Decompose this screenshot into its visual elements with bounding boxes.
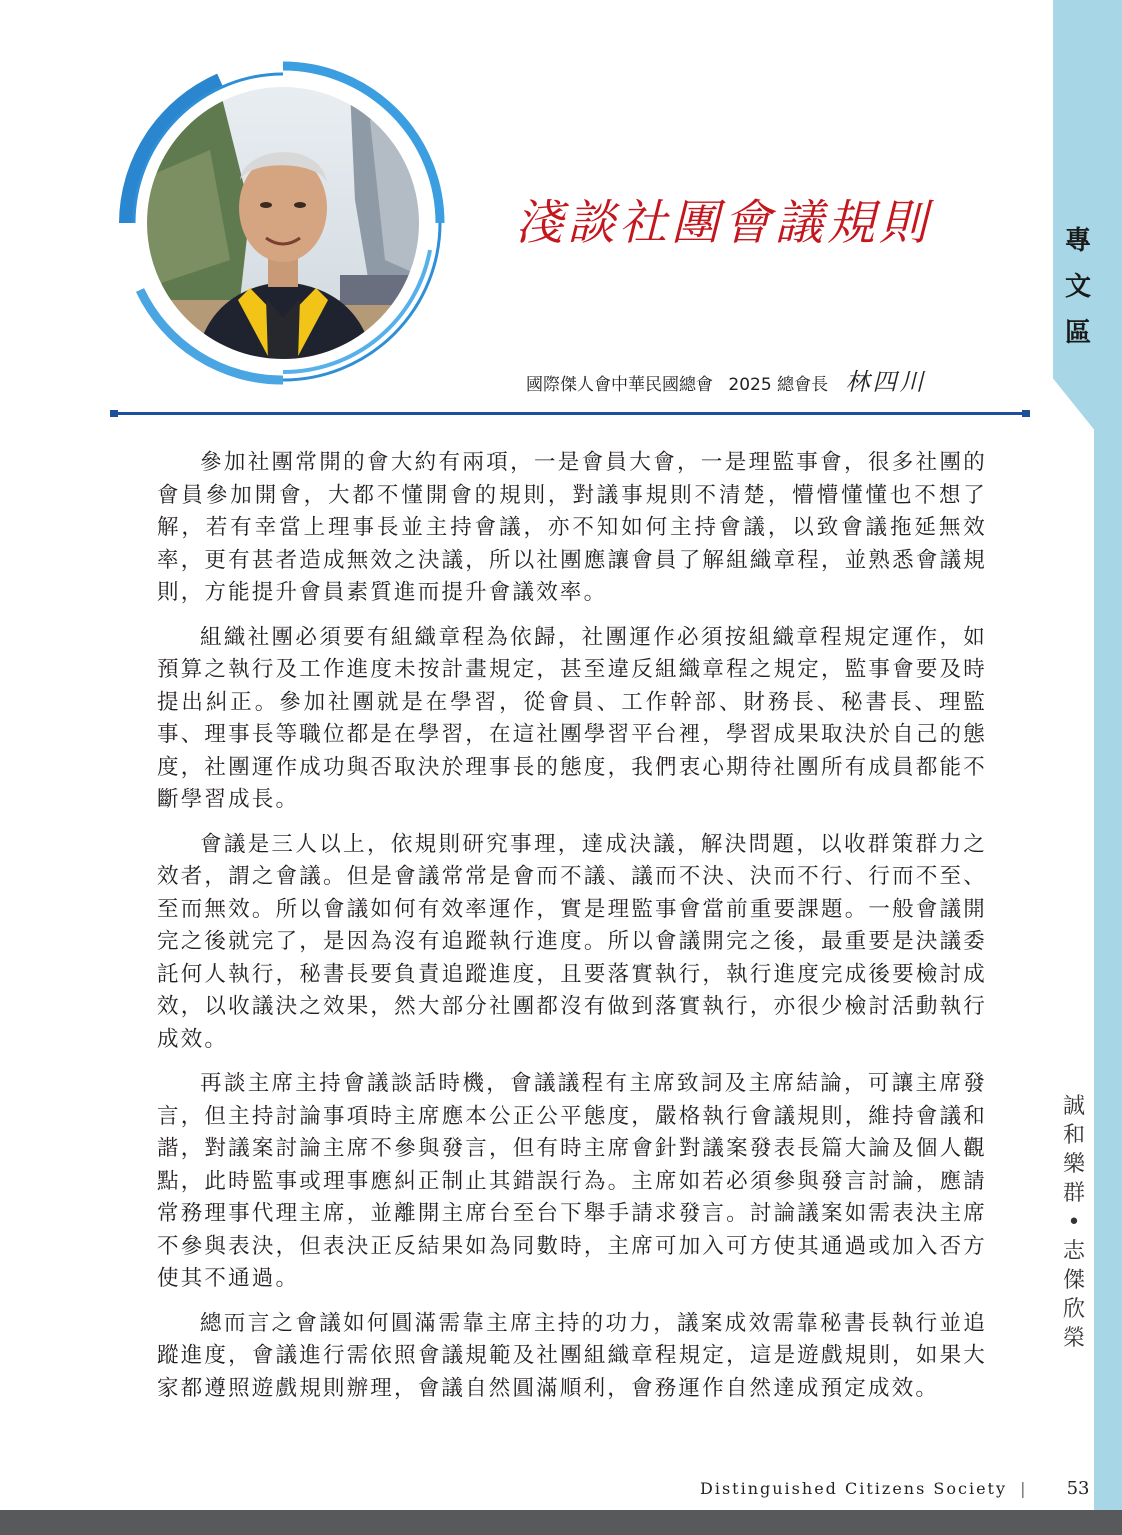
section-label-char: 專 — [1064, 226, 1091, 256]
motto-char: 志 — [1062, 1239, 1085, 1264]
motto-char: 誠 — [1062, 1094, 1085, 1119]
page-footer — [700, 1478, 1090, 1499]
article-body — [157, 447, 987, 1417]
section-label-char: 區 — [1064, 318, 1091, 348]
paragraph: 總而言之會議如何圓滿需靠主席主持的功力，議案成效需靠秘書長執行並追蹤進度，會議進行需依照會議規範及社團組織章程規定，這是遊戲規則，如果大家都遵照遊戲規則辦理，會議自然圓滿順利，會務運作自然達成預定成效。 — [157, 1310, 987, 1401]
paragraph: 會議是三人以上，依規則研究事理，達成決議，解決問題，以收群策群力之效者，謂之會議。但是會議常常是會而不議、議而不決、決而不行、行而不至、至而無效。所以會議如何有效率運作，實是理監事會當前重要課題。一般會議開完之後就完了，是因為沒有追蹤執行進度。所以會議開完之後，最重要是決議委託何人執行，秘書長要負責追蹤進度，且要落實執行，執行進度完成後要檢討成效，以收議決之效果，然大部分社團都沒有做到落實執行，亦很少檢討活動執行成效。 — [157, 831, 987, 1052]
byline-role: 2025 總會長 — [728, 375, 829, 395]
section-label-char: 文 — [1064, 272, 1091, 302]
motto-char: 和 — [1062, 1123, 1085, 1148]
motto-char: 傑 — [1062, 1268, 1085, 1293]
paragraph: 參加社團常開的會大約有兩項，一是會員大會，一是理監事會，很多社團的會員參加開會，大都不懂開會的規則，對議事規則不清楚，懵懵懂懂也不想了解，若有幸當上理事長並主持會議，亦不知如何主持會議，以致會議拖延無效率，更有甚者造成無效之決議，所以社團應讓會員了解組織章程，並熟悉會議規則，方能提升會員素質進而提升會議效率。 — [157, 450, 987, 605]
motto-char: 群 — [1062, 1181, 1085, 1206]
author-portrait — [100, 60, 460, 390]
motto-char: 榮 — [1062, 1326, 1085, 1351]
author-byline — [526, 362, 1036, 397]
footer-society: Distinguished Citizens Society — [700, 1479, 1007, 1498]
paragraph: 再談主席主持會議談話時機，會議議程有主席致詞及主席結論，可讓主席發言，但主持討論事項時主席應本公正公平態度，嚴格執行會議規則，維持會議和諧，對議案討論主席不參與發言，但有時主席會針對議案發表長篇大論及個人觀點，此時監事或理事應糾正制止其錯誤行為。主席如若必須參與發言討論，應請常務理事代理主席，並離開主席台至台下舉手請求發言。討論議案如需表決主席不參與表決，但表決正反結果如為同數時，主席可加入可方使其通過或加入否方使其不通過。 — [157, 1071, 987, 1291]
article-title: 淺談社團會議規則 — [515, 195, 932, 251]
title-divider — [110, 412, 1030, 415]
page-number: 53 — [1066, 1478, 1090, 1499]
motto-char: 樂 — [1062, 1152, 1085, 1177]
motto-char: 欣 — [1062, 1297, 1085, 1322]
sidebar-motto — [1058, 1092, 1090, 1353]
sidebar-strip — [1094, 0, 1122, 1510]
section-label — [1058, 218, 1098, 356]
author-signature: 林四川 — [845, 368, 927, 396]
paragraph: 組織社團必須要有組織章程為依歸，社團運作必須按組織章程規定運作，如預算之執行及工作進度未按計畫規定，甚至違反組織章程之規定，監事會要及時提出糾正。參加社團就是在學習，從會員、工作幹部、財務長、秘書長、理監事、理事長等職位都是在學習，在這社團學習平台裡，學習成果取決於自己的態度，社團運作成功與否取決於理事長的態度，我們衷心期待社團所有成員都能不斷學習成長。 — [157, 624, 987, 812]
motto-char: • — [1067, 1210, 1081, 1235]
byline-org: 國際傑人會中華民國總會 — [526, 375, 713, 395]
bottom-bar — [0, 1510, 1122, 1535]
footer-separator: | — [1020, 1479, 1026, 1498]
